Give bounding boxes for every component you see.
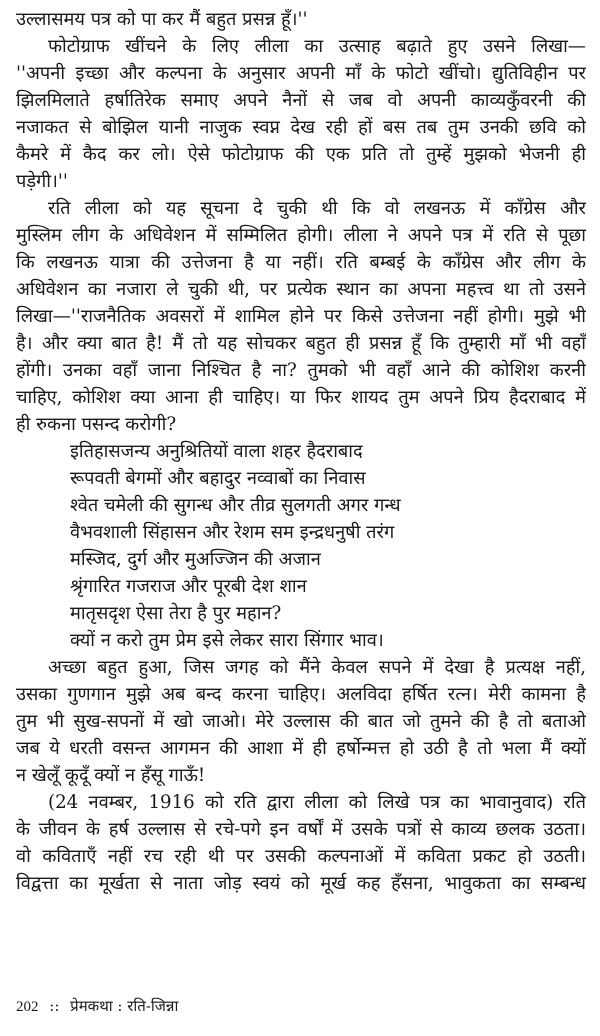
text-line: उल्लासमय पत्र को पा कर मैं बहुत प्रसन्न हूँ।'' xyxy=(16,9,308,30)
poem-line: मातृसदृश ऐसा तेरा है पुर महान? xyxy=(70,603,282,624)
text-line: होंगी। उनका वहाँ जाना निश्चित है ना? तुमको भी वहाँ आने की कोशिश करनी xyxy=(16,360,586,381)
poem-line: क्यों न करो तुम प्रेम इसे लेकर सारा सिंगार भाव। xyxy=(70,630,384,651)
page-number: 202 xyxy=(16,999,39,1015)
text-line: रति लीला को यह सूचना दे चुकी थी कि वो लखनऊ में काँग्रेस और xyxy=(48,198,586,219)
page-footer xyxy=(16,996,178,1017)
book-title: प्रेमकथा : रति-जिन्ना xyxy=(70,997,179,1015)
text-line: तुम भी सुख-सपनों में खो जाओ। मेरे उल्लास की बात जो तुमने की है तो बताओ xyxy=(16,711,586,732)
footer-separator: :: xyxy=(49,997,60,1015)
body-text xyxy=(16,6,586,897)
text-line: झिलमिलाते हर्षातिरेक समाए अपने नैनों से जब वो अपनी काव्यकुँवरनी की xyxy=(16,90,586,111)
text-line: उसका गुणगान मुझे अब बन्द करना चाहिए। अलविदा हर्षित रत्न। मेरी कामना है xyxy=(16,684,586,705)
text-line: जब ये धरती वसन्त आगमन की आशा में ही हर्षोन्मत्त हो उठी है तो भला मैं क्यों xyxy=(16,738,586,759)
poem-line: वैभवशाली सिंहासन और रेशम सम इन्द्रधनुषी तरंग xyxy=(70,522,395,543)
text-line: लिखा—''राजनैतिक अवसरों में शामिल होने पर किसे उत्तेजना नहीं होगी। मुझे भी xyxy=(16,306,586,327)
poem-line: श्रृंगारित गजराज और पूरबी देश शान xyxy=(70,576,307,597)
text-line: ''अपनी इच्छा और कल्पना के अनुसार अपनी माँ के फोटो खींचो। द्युतिविहीन पर xyxy=(16,63,586,84)
text-line: पड़ेगी।'' xyxy=(16,171,68,192)
text-line: चाहिए, कोशिश क्या आना ही चाहिए। या फिर शायद तुम अपने प्रिय हैदराबाद में xyxy=(16,387,586,408)
poem-line: श्वेत चमेली की सुगन्ध और तीव्र सुलगती अगर गन्ध xyxy=(70,495,401,516)
text-line: मुस्लिम लीग के अधिवेशन में सम्मिलित होगी। लीला ने अपने पत्र में रति से पूछा xyxy=(16,225,586,246)
text-line: अच्छा बहुत हुआ, जिस जगह को मैंने केवल सपने में देखा है प्रत्यक्ष नहीं, xyxy=(48,657,586,678)
text-line: अधिवेशन का नजारा ले चुकी थी, पर प्रत्येक स्थान का अपना महत्त्व था तो उसने xyxy=(16,279,586,300)
text-line: विद्वत्ता का मूर्खता से नाता जोड़ स्वयं को मूर्ख कह हँसना, भावुकता का सम्बन्ध xyxy=(16,873,586,894)
text-line: है। और क्या बात है! मैं तो यह सोचकर बहुत ही प्रसन्न हूँ कि तुम्हारी माँ भी वहाँ xyxy=(16,333,586,354)
text-line: न खेलूँ कूदूँ क्यों न हँसू गाऊँ! xyxy=(16,765,206,786)
poem-line: मस्जिद, दुर्ग और मुअज्जिन की अजान xyxy=(70,549,321,570)
poem-line: इतिहासजन्य अनुश्रितियों वाला शहर हैदराबाद xyxy=(70,441,363,462)
text-line: (24 नवम्बर, 1916 को रति द्वारा लीला को लिखे पत्र का भावानुवाद) रति xyxy=(48,792,586,813)
text-line: कि लखनऊ यात्रा की उत्तेजना है या नहीं। रति बम्बई के काँग्रेस और लीग के xyxy=(16,252,586,273)
text-line: फोटोग्राफ खींचने के लिए लीला का उत्साह बढ़ाते हुए उसने लिखा— xyxy=(48,36,586,57)
text-line: नजाकत से बोझिल यानी नाजुक स्वप्न देख रही हों बस तब तुम उनकी छवि को xyxy=(16,117,586,138)
text-line: ही रुकना पसन्द करोगी? xyxy=(16,414,177,435)
text-line: वो कविताएँ नहीं रच रही थी पर उसकी कल्पनाओं में कविता प्रकट हो उठती। xyxy=(16,846,586,867)
text-line: के जीवन के हर्ष उल्लास से रचे-पगे इन वर्षों में उसके पत्रों से काव्य छलक उठता। xyxy=(16,819,586,840)
poem-line: रूपवती बेगमों और बहादुर नव्वाबों का निवास xyxy=(70,468,366,489)
text-line: कैमरे में कैद कर लो। ऐसे फोटोग्राफ की एक प्रति तो तुम्हें मुझको भेजनी ही xyxy=(16,144,586,165)
